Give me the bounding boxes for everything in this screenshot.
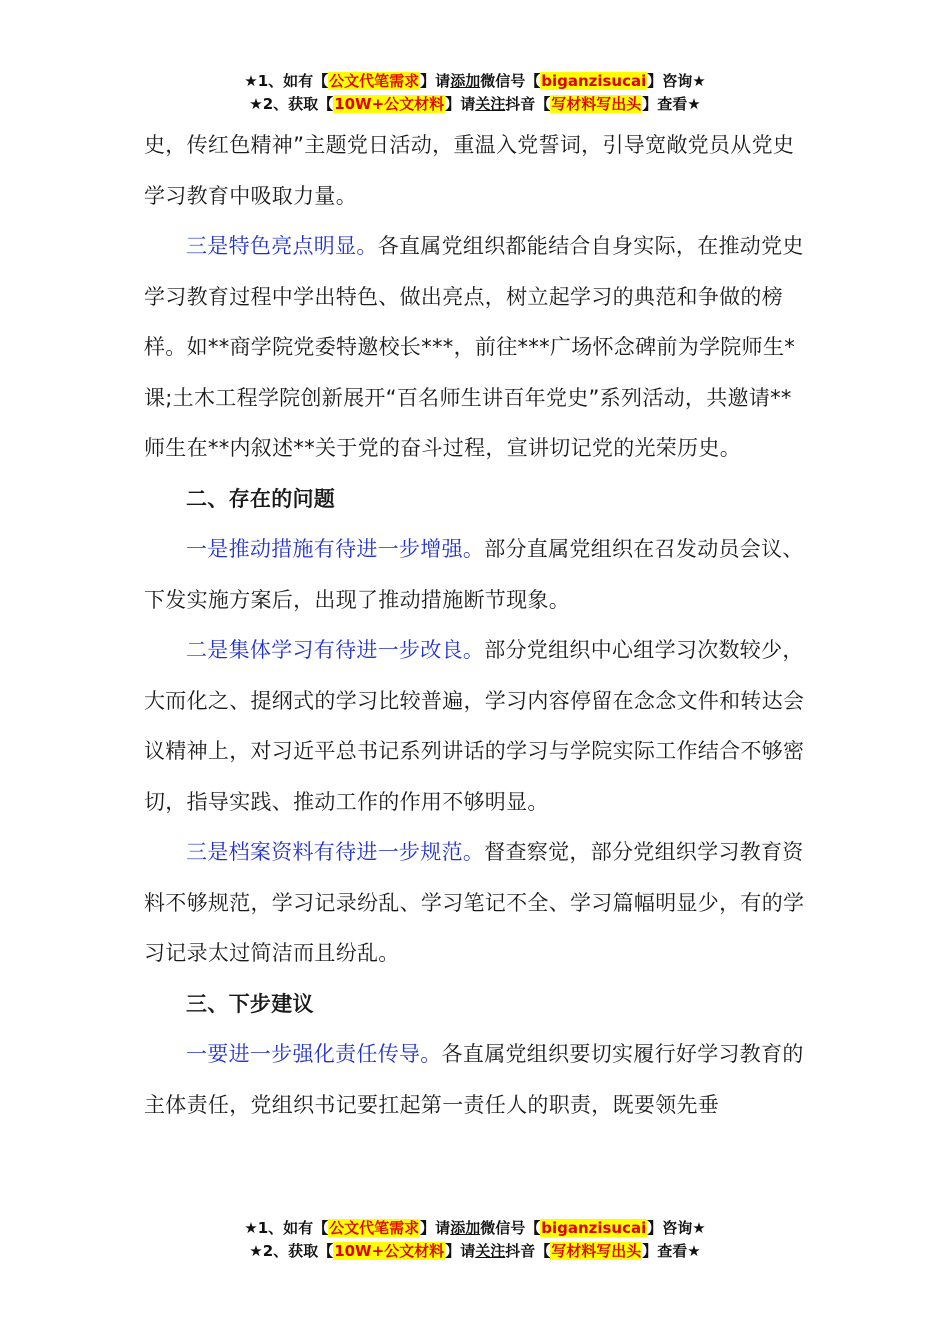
banner-text: 】请 [445, 95, 476, 113]
banner-text: ★2、获取【 [249, 95, 334, 113]
banner-text: ★2、获取【 [249, 1242, 334, 1260]
footer-banner [0, 1217, 950, 1263]
header-banner [0, 70, 950, 116]
banner-line-1 [0, 1217, 950, 1240]
banner-text: 抖音【 [505, 95, 551, 113]
paragraph-text: 各直属党组织要切实履行好学习教育的主体责任，党组织书记要扛起第一责任人的职责，既要领先垂 [144, 1042, 804, 1117]
banner-text: ★1、如有【 [244, 72, 329, 90]
paragraph-problem-3 [144, 827, 812, 979]
paragraph-lead: 三是档案资料有待进一步规范。 [186, 840, 485, 864]
banner-underline-text: 添加 [450, 72, 481, 90]
banner-text: 】咨询★ [647, 1219, 706, 1237]
banner-underline-text: 添加 [450, 1219, 481, 1237]
banner-text: 】查看★ [642, 1242, 701, 1260]
banner-line-2 [0, 93, 950, 116]
paragraph-text: 史，传红色精神”主题党日活动，重温入党誓词，引导宽敞党员从党史学习教育中吸取力量。 [144, 133, 795, 208]
paragraph-highlights [144, 221, 812, 474]
paragraph-text: 督查察觉，部分党组织学习教育资料不够规范，学习记录纷乱、学习笔记不全、学习篇幅明显少，有的学习记录太过简洁而且纷乱。 [144, 840, 805, 965]
section-heading-problems: 二、存在的问题 [186, 486, 336, 511]
paragraph-lead: 一要进一步强化责任传导。 [186, 1042, 442, 1066]
banner-underline-text: 关注 [475, 1242, 506, 1260]
highlight-service: 公文代笔需求 [329, 72, 420, 90]
highlight-materials: 10W+公文材料 [334, 95, 445, 113]
banner-text: 】查看★ [642, 95, 701, 113]
paragraph-text: 部分直属党组织在召发动员会议、下发实施方案后，出现了推动措施断节现象。 [144, 537, 804, 612]
section-heading-suggestions: 三、下步建议 [186, 991, 314, 1016]
banner-text: 微信号【 [480, 72, 541, 90]
paragraph-lead: 一是推动措施有待进一步增强。 [186, 537, 485, 561]
paragraph-lead: 三是特色亮点明显。 [186, 234, 378, 258]
banner-text: 抖音【 [505, 1242, 551, 1260]
banner-text: 】请 [420, 72, 451, 90]
paragraph-text: 各直属党组织都能结合自身实际，在推动党史学习教育过程中学出特色、做出亮点，树立起学习的典范和争做的榜样。如**商学院党委特邀校长***，前往***广场怀念碑前为学院师生*课;土木工程学院创新展开“百名师生讲百年党史”系列活动，共邀请**师生在**内叙述**关于党的奋斗过程，宣讲切记党的光荣历史。 [144, 234, 804, 460]
banner-text: 微信号【 [480, 1219, 541, 1237]
highlight-service: 公文代笔需求 [329, 1219, 420, 1237]
banner-line-1 [0, 70, 950, 93]
banner-text: 】咨询★ [647, 72, 706, 90]
highlight-wechat-id: biganzisucai [541, 1219, 647, 1237]
banner-text: ★1、如有【 [244, 1219, 329, 1237]
paragraph-text: 部分党组织中心组学习次数较少，大而化之、提纲式的学习比较普遍，学习内容停留在念念文件和转达会议精神上，对习近平总书记系列讲话的学习与学院实际工作结合不够密切，指导实践、推动工作的作用不够明显。 [144, 638, 805, 814]
banner-text: 】请 [420, 1219, 451, 1237]
highlight-materials: 10W+公文材料 [334, 1242, 445, 1260]
paragraph-lead: 二是集体学习有待进一步改良。 [186, 638, 485, 662]
paragraph-problem-2 [144, 625, 812, 827]
banner-text: 】请 [445, 1242, 476, 1260]
highlight-account: 写材料写出头 [551, 1242, 642, 1260]
highlight-wechat-id: biganzisucai [541, 72, 647, 90]
document-body [144, 120, 812, 1130]
paragraph-continued [144, 120, 812, 221]
highlight-account: 写材料写出头 [551, 95, 642, 113]
banner-underline-text: 关注 [475, 95, 506, 113]
banner-line-2 [0, 1240, 950, 1263]
paragraph-suggestion-1 [144, 1029, 812, 1130]
paragraph-problem-1 [144, 524, 812, 625]
